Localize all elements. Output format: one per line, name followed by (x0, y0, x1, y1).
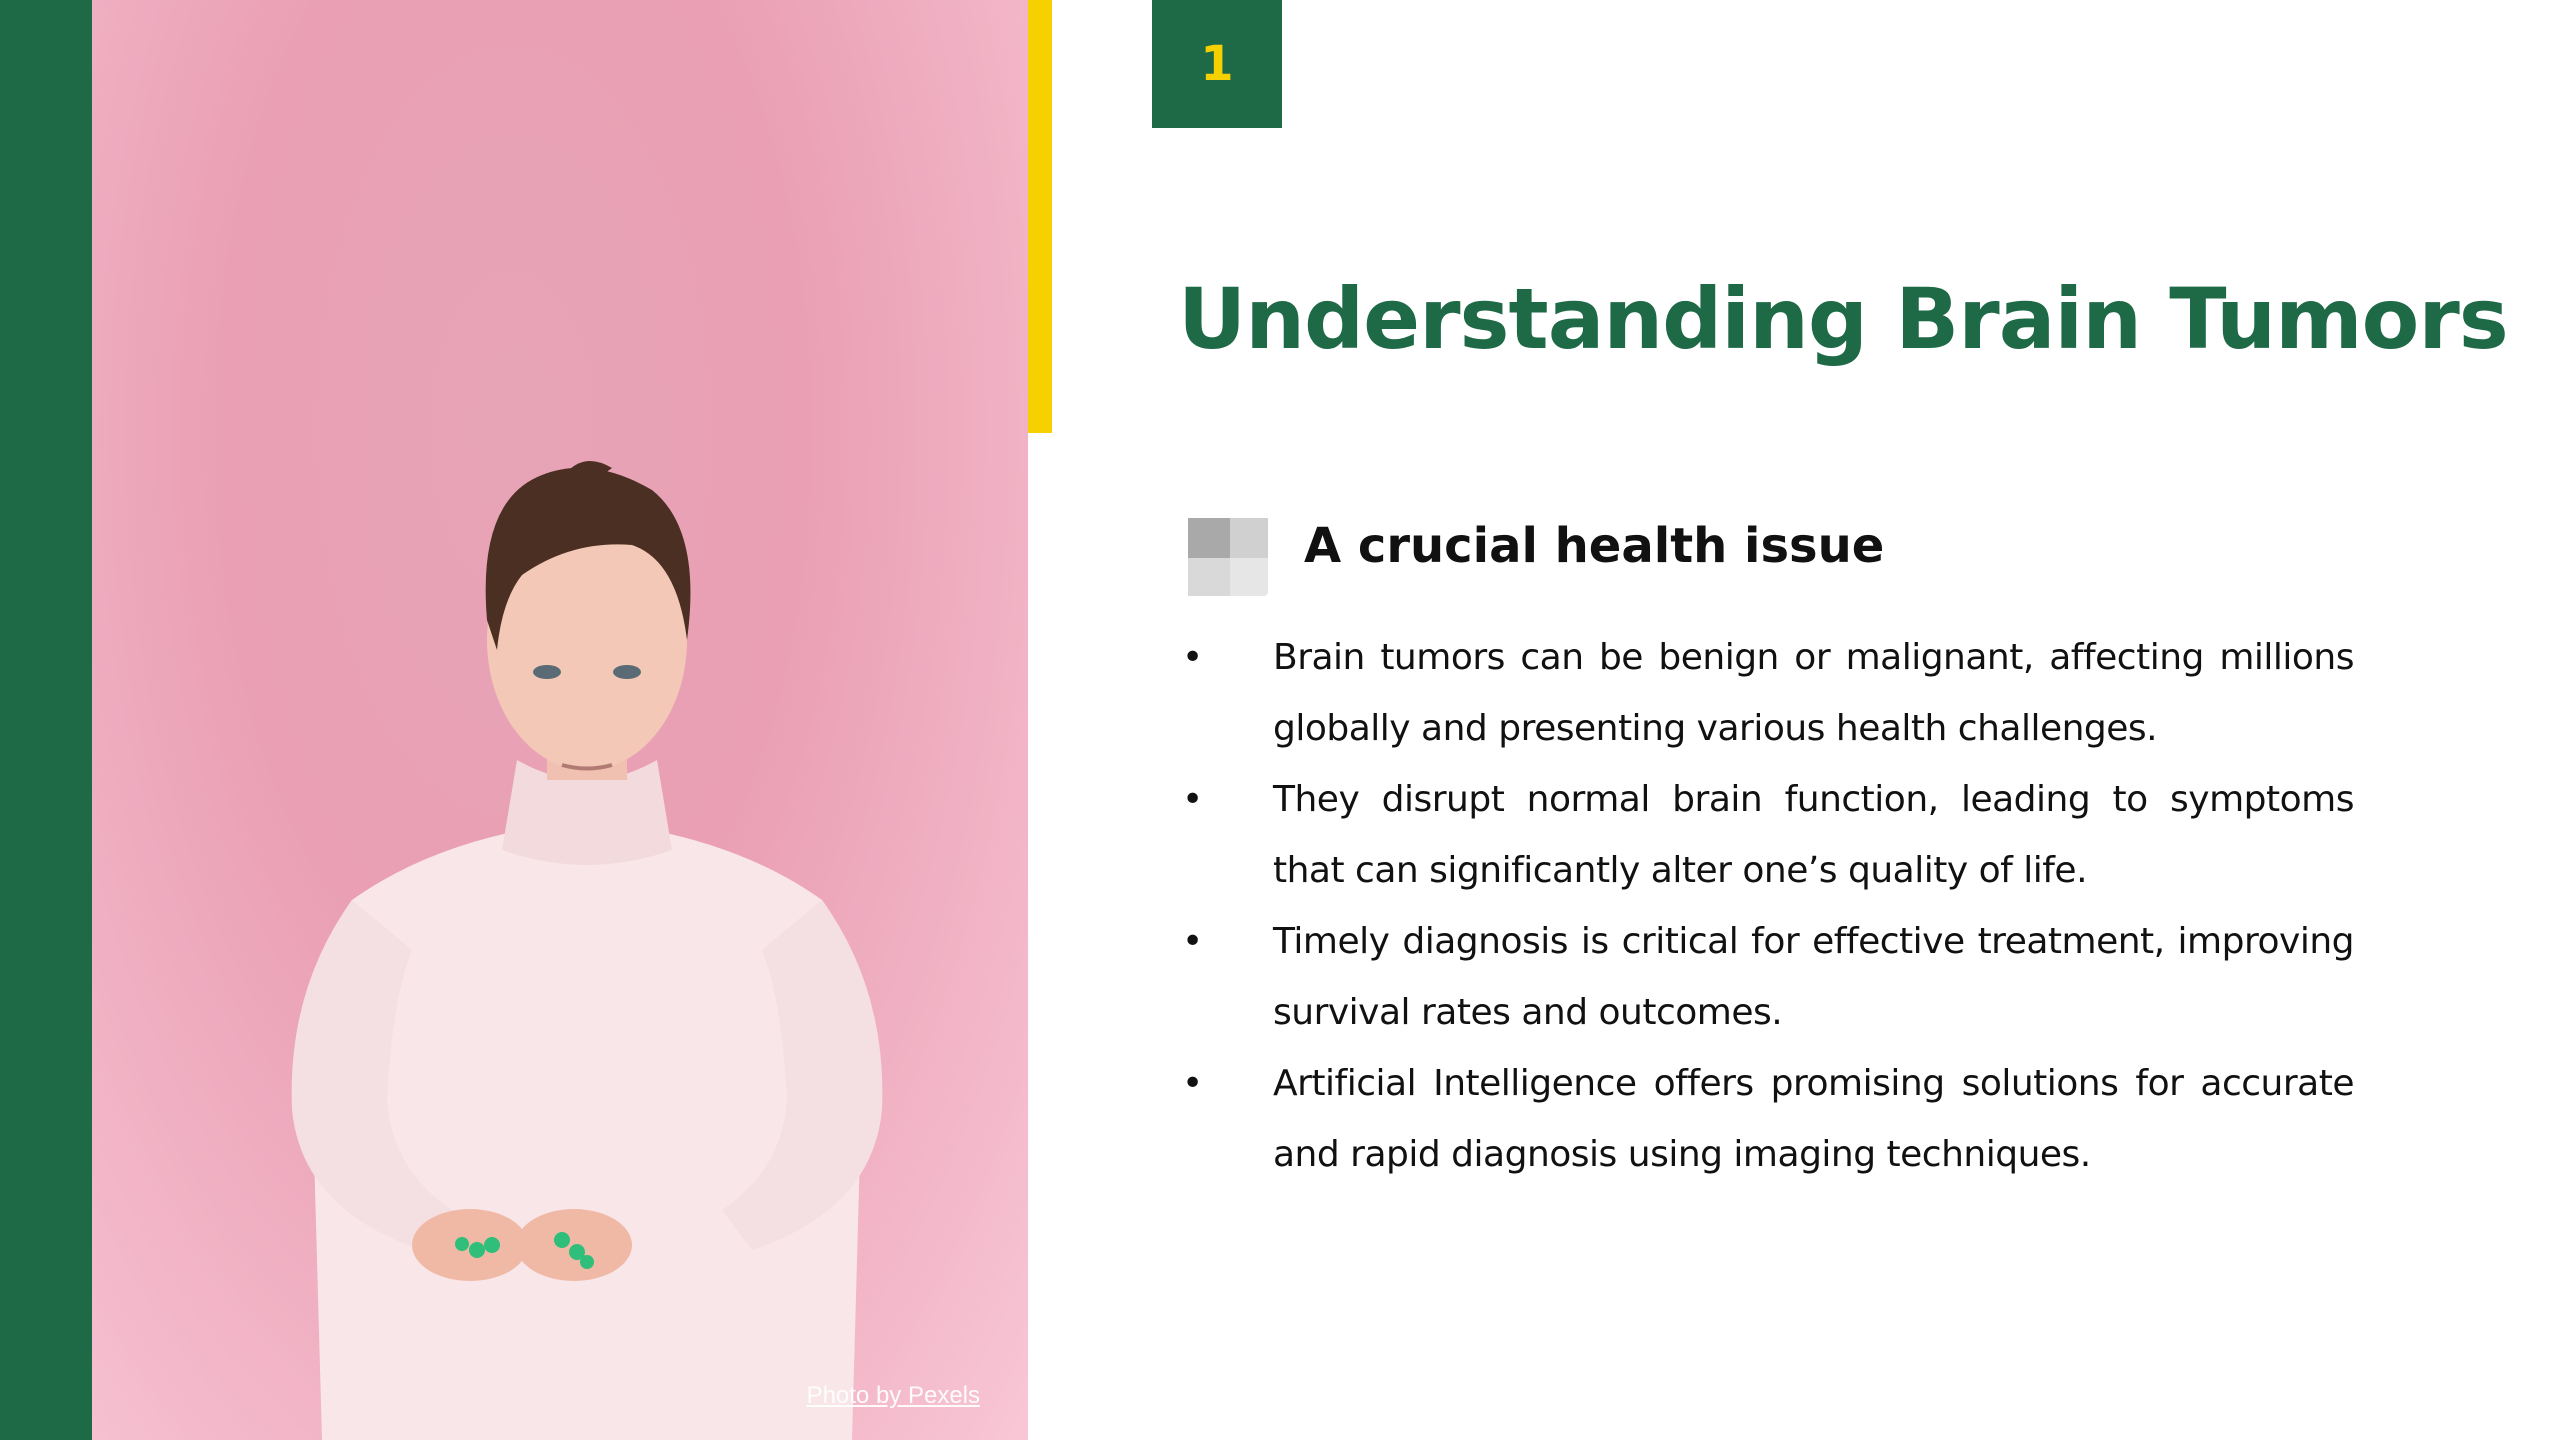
bullet-marker: • (1182, 1063, 1203, 1104)
bullet-marker: • (1182, 779, 1203, 820)
bullet-text: They disrupt normal brain function, leading to symptoms that can significantly alter one’s quality of life. (1273, 779, 2354, 891)
slide-photo (92, 0, 1028, 1440)
slide-number-badge (1152, 0, 1282, 128)
list-item (1178, 622, 2354, 764)
bullet-text: Timely diagnosis is critical for effective treatment, improving survival rates and outcomes. (1273, 921, 2354, 1033)
list-item (1178, 906, 2354, 1048)
bullet-list (1178, 622, 2354, 1190)
bullet-marker: • (1182, 921, 1203, 962)
list-item (1178, 1048, 2354, 1190)
square-icon (1186, 516, 1270, 598)
bullet-text: Brain tumors can be benign or malignant, affecting millions globally and presenting various health challenges. (1273, 637, 2354, 749)
left-accent-strip (0, 0, 92, 1440)
yellow-accent-bar (1028, 0, 1052, 433)
list-item (1178, 764, 2354, 906)
subheading: A crucial health issue (1304, 518, 1885, 574)
slide-title: Understanding Brain Tumors (1178, 270, 2508, 368)
bullet-text: Artificial Intelligence offers promising solutions for accurate and rapid diagnosis using imaging techniques. (1273, 1063, 2354, 1175)
slide-number: 1 (1200, 36, 1234, 92)
woman-holding-pills-illustration (92, 0, 1028, 1440)
photo-credit-link[interactable]: Photo by Pexels (806, 1382, 980, 1409)
bullet-marker: • (1182, 637, 1203, 678)
